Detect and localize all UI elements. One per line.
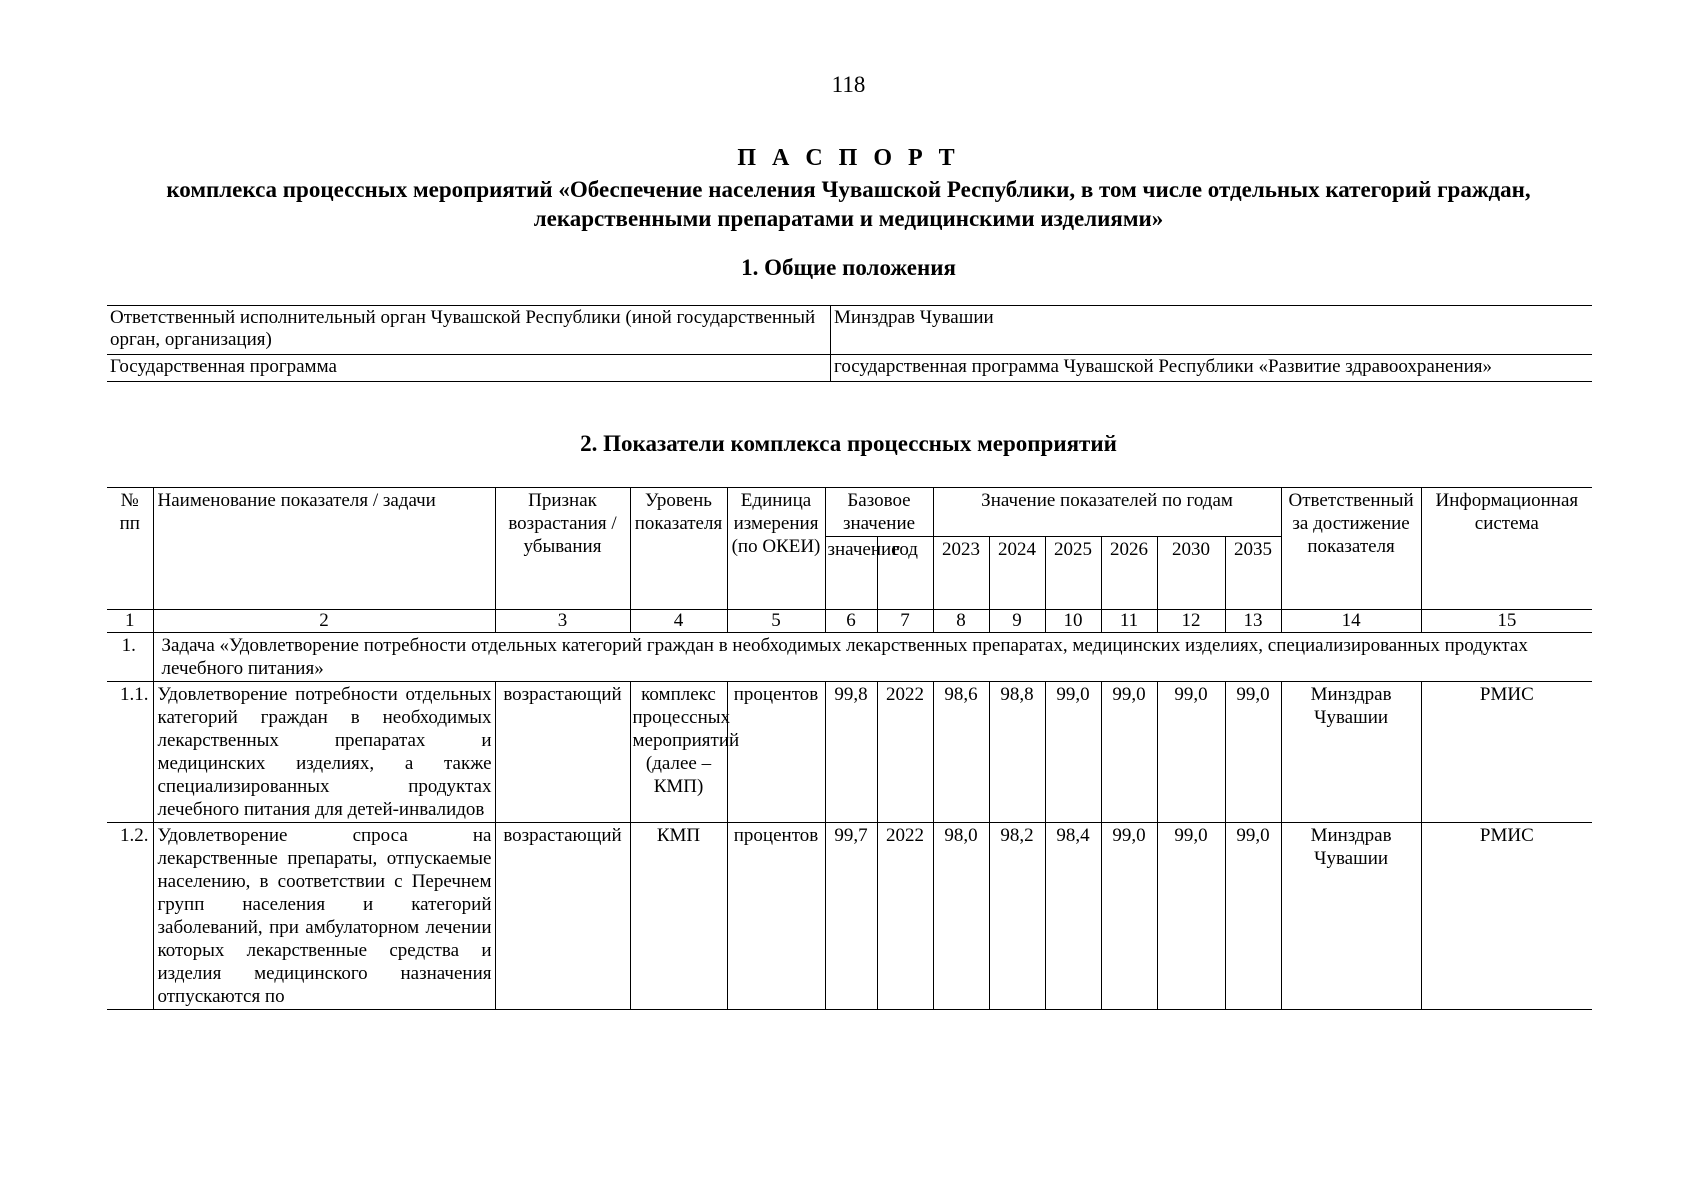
indicators-table — [107, 487, 1592, 1010]
header-info-system: Информационная система — [1421, 488, 1592, 610]
header-year-2023: 2023 — [933, 537, 989, 610]
responsible-org: Минздрав Чувашии — [1281, 823, 1421, 1010]
value-2026: 99,0 — [1101, 682, 1157, 823]
column-number: 2 — [153, 610, 495, 633]
header-base: Базовое значение — [825, 488, 933, 537]
value-2023: 98,6 — [933, 682, 989, 823]
header-years-group: Значение показателей по годам — [933, 488, 1281, 537]
task-row — [107, 633, 1592, 682]
responsible-org: Минздрав Чувашии — [1281, 682, 1421, 823]
value-2026: 99,0 — [1101, 823, 1157, 1010]
column-number: 1 — [107, 610, 153, 633]
table-row — [107, 682, 1592, 823]
header-sign: Признак возрастания / убывания — [495, 488, 630, 610]
table-row — [107, 355, 1592, 382]
value-2023: 98,0 — [933, 823, 989, 1010]
header-year-2026: 2026 — [1101, 537, 1157, 610]
value-2030: 99,0 — [1157, 682, 1225, 823]
value-2035: 99,0 — [1225, 682, 1281, 823]
value-2024: 98,2 — [989, 823, 1045, 1010]
passport-title: П А С П О Р Т — [737, 145, 960, 171]
section-general-title: 1. Общие положения — [741, 255, 956, 280]
responsible-body-label: Ответственный исполнительный орган Чувашской Республики (иной государственный орган, организация) — [107, 306, 831, 355]
header-year-2035: 2035 — [1225, 537, 1281, 610]
base-value: 99,8 — [825, 682, 877, 823]
header-year-2030: 2030 — [1157, 537, 1225, 610]
passport-subtitle: комплекса процессных мероприятий «Обеспечение населения Чувашской Республики, в том числе отдельных категорий граждан, лекарственными препаратами и медицинскими изделиями» — [166, 177, 1531, 231]
column-number: 8 — [933, 610, 989, 633]
task-text: Задача «Удовлетворение потребности отдельных категорий граждан в необходимых лекарственных препаратах, медицинских изделиях, специализированных продуктах лечебного питания» — [153, 633, 1592, 682]
value-2035: 99,0 — [1225, 823, 1281, 1010]
row-number: 1.1. — [107, 682, 153, 823]
task-number: 1. — [107, 633, 153, 682]
info-system: РМИС — [1421, 823, 1592, 1010]
column-number: 3 — [495, 610, 630, 633]
column-number: 4 — [630, 610, 727, 633]
header-name: Наименование показателя / задачи — [153, 488, 495, 610]
value-2025: 99,0 — [1045, 682, 1101, 823]
header-responsible: Ответственный за достижение показателя — [1281, 488, 1421, 610]
info-system: РМИС — [1421, 682, 1592, 823]
column-number: 9 — [989, 610, 1045, 633]
column-number: 13 — [1225, 610, 1281, 633]
column-number: 14 — [1281, 610, 1421, 633]
base-value: 99,7 — [825, 823, 877, 1010]
value-2030: 99,0 — [1157, 823, 1225, 1010]
column-number: 10 — [1045, 610, 1101, 633]
value-2025: 98,4 — [1045, 823, 1101, 1010]
base-year: 2022 — [877, 682, 933, 823]
header-level: Уровень показателя — [630, 488, 727, 610]
indicator-name: Удовлетворение спроса на лекарственные препараты, отпускаемые населению, в соответствии с Перечнем групп населения и категорий заболеваний, при амбулаторном лечении которых лекарственные средства и изделия медицинского назначения отпускаются по — [153, 823, 495, 1010]
section-indicators-title: 2. Показатели комплекса процессных мероприятий — [580, 431, 1117, 456]
indicator-sign: возрастающий — [495, 682, 630, 823]
indicator-unit: процентов — [727, 823, 825, 1010]
header-unit: Единица измерения (по ОКЕИ) — [727, 488, 825, 610]
column-number: 15 — [1421, 610, 1592, 633]
column-number: 6 — [825, 610, 877, 633]
page-number: 118 — [831, 72, 866, 97]
value-2024: 98,8 — [989, 682, 1045, 823]
header-num: № пп — [107, 488, 153, 610]
table-row — [107, 306, 1592, 355]
state-program-value: государственная программа Чувашской Республики «Развитие здравоохранения» — [831, 355, 1593, 382]
header-year-2024: 2024 — [989, 537, 1045, 610]
indicator-level: комплекс процессных мероприятий (далее – КМП) — [630, 682, 727, 823]
indicator-sign: возрастающий — [495, 823, 630, 1010]
column-number: 11 — [1101, 610, 1157, 633]
column-number: 5 — [727, 610, 825, 633]
table-row — [107, 823, 1592, 1010]
column-number: 7 — [877, 610, 933, 633]
responsible-body-value: Минздрав Чувашии — [831, 306, 1593, 355]
general-provisions-table — [107, 305, 1592, 382]
column-number-row — [107, 610, 1592, 633]
indicator-name: Удовлетворение потребности отдельных категорий граждан в необходимых лекарственных препаратах и медицинских изделиях, а также специализированных продуктах лечебного питания для детей-инвалидов — [153, 682, 495, 823]
indicator-level: КМП — [630, 823, 727, 1010]
header-row — [107, 488, 1592, 537]
indicator-unit: процентов — [727, 682, 825, 823]
header-base-year: год — [877, 537, 933, 610]
header-base-value: значение — [825, 537, 877, 610]
column-number: 12 — [1157, 610, 1225, 633]
state-program-label: Государственная программа — [107, 355, 831, 382]
row-number: 1.2. — [107, 823, 153, 1010]
base-year: 2022 — [877, 823, 933, 1010]
header-year-2025: 2025 — [1045, 537, 1101, 610]
